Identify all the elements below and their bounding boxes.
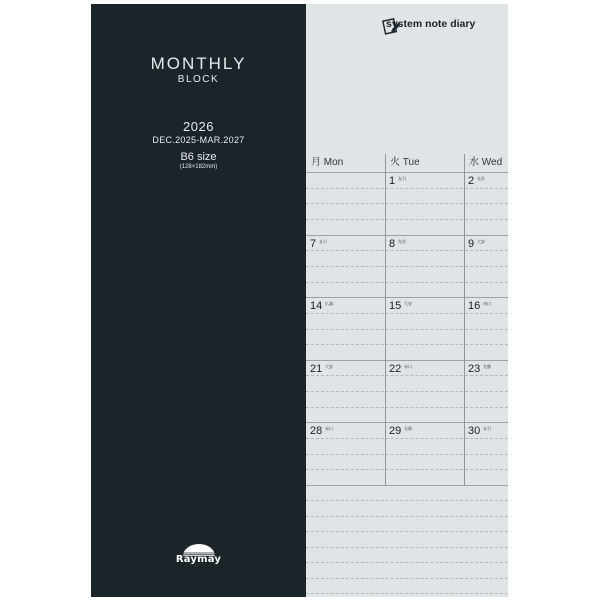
writing-line [306,438,508,439]
day-number: 23 [468,362,481,375]
writing-line [306,250,508,251]
cover-date-range: DEC.2025-MAR.2027 [152,135,245,145]
week-divider [306,360,508,361]
rokuyo-label: 先勝 [404,426,412,432]
writing-line [306,375,508,376]
writing-line [306,407,508,408]
column-separator [385,154,386,485]
notes-line [306,578,508,579]
rokuyo-label: 赤口 [483,301,491,307]
cover-dimensions: (128×182mm) [179,164,218,170]
day-number: 2 [468,175,475,187]
column-separator [464,154,465,485]
day-number: 7 [310,237,317,250]
day-number: 1 [389,175,396,187]
rokuyo-label: 赤口 [325,426,333,432]
writing-line [306,391,508,392]
writing-line [306,219,508,220]
rokuyo-label: 大安 [404,301,412,307]
cover-title: MONTHLY [150,54,247,73]
writing-line [306,203,508,204]
writing-line [306,329,508,330]
cover-year: 2026 [183,119,214,134]
writing-line [306,188,508,189]
logo-text: Raymay [175,554,222,565]
notes-line [306,531,508,532]
writing-line [306,454,508,455]
raymay-logo [91,544,306,565]
day-number: 9 [468,237,475,250]
week-divider [306,235,508,236]
day-number: 8 [389,237,396,250]
writing-line [306,266,508,267]
brand-label: system note diary [386,18,476,30]
day-number: 22 [389,362,402,375]
notes-line [306,593,508,594]
rokuyo-label: 赤口 [404,363,412,369]
header-mon: 月 Mon [311,157,344,168]
cover-subtitle: BLOCK [177,74,220,85]
header-divider [306,172,508,173]
rokuyo-label: 友引 [483,426,491,432]
notes-line [306,562,508,563]
calendar-header [306,154,508,172]
day-number: 16 [468,300,481,313]
week-divider [306,422,508,423]
writing-line [306,313,508,314]
rokuyo-label: 友引 [398,176,406,181]
notes-line [306,500,508,501]
header-tue: 火 Tue [390,157,420,168]
rokuyo-label: 先負 [398,238,406,244]
writing-line [306,469,508,470]
rokuyo-label: 大安 [477,238,485,244]
rokuyo-label: 先負 [477,176,485,181]
day-number: 14 [310,300,323,313]
day-number: 28 [310,425,323,438]
diary-cover [91,4,508,597]
notes-line [306,516,508,517]
cover-size: B6 size [180,151,217,163]
day-number: 15 [389,300,402,313]
writing-line [306,344,508,345]
calendar-bottom [306,485,508,486]
cover-light-panel [306,4,508,597]
notes-line [306,547,508,548]
week-divider [306,297,508,298]
rokuyo-label: 仏滅 [325,301,333,307]
writing-line [306,282,508,283]
rokuyo-label: 先勝 [483,363,491,369]
day-number: 30 [468,425,481,438]
day-number: 29 [389,425,402,438]
day-number: 21 [310,362,323,375]
rokuyo-label: 大安 [325,363,333,369]
rokuyo-label: 友引 [319,238,327,244]
cover-dark-panel [91,4,306,597]
header-wed: 水 Wed [469,157,503,168]
